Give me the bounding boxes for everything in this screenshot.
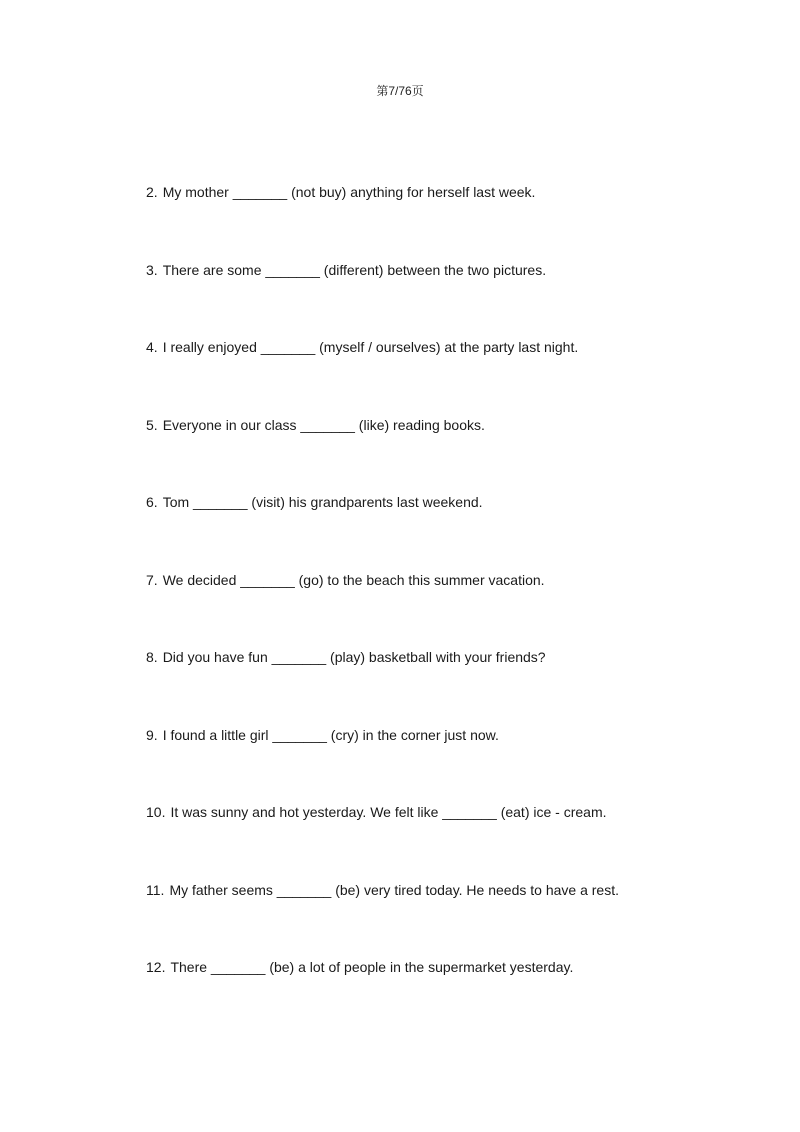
exercise-item-9 [146, 725, 746, 803]
exercise-item-11 [146, 880, 746, 958]
exercise-number: 10. [146, 804, 166, 820]
exercise-number: 4. [146, 339, 158, 355]
exercise-item-8 [146, 647, 746, 725]
exercise-number: 5. [146, 416, 158, 433]
exercise-number: 2. [146, 184, 158, 200]
exercise-number: 7. [146, 571, 158, 588]
exercise-item-6 [146, 492, 746, 570]
page-number-header: 第7/76页 [376, 84, 424, 98]
exercise-sentence: Everyone in our class _______ (like) reading books. [162, 416, 485, 433]
exercise-item-5 [146, 415, 746, 493]
exercise-sentence: We decided _______ (go) to the beach this summer vacation. [162, 571, 545, 588]
exercise-item-12 [146, 957, 746, 1035]
exercise-sentence: I really enjoyed _______ (myself / ourselves) at the party last night. [162, 339, 579, 355]
exercise-sentence: It was sunny and hot yesterday. We felt like _______ (eat) ice - cream. [170, 804, 607, 820]
exercise-sentence: Did you have fun _______ (play) basketball with your friends? [162, 649, 546, 665]
exercise-sentence: My mother _______ (not buy) anything for herself last week. [162, 184, 536, 200]
exercise-number: 6. [146, 494, 158, 510]
exercise-item-3 [146, 260, 746, 338]
exercise-number: 8. [146, 649, 158, 665]
exercise-number: 3. [146, 261, 158, 278]
exercise-sentence: Tom _______ (visit) his grandparents last weekend. [162, 494, 483, 510]
exercise-number: 12. [146, 959, 166, 975]
exercise-item-2 [146, 182, 746, 260]
exercise-number: 9. [146, 726, 158, 743]
exercise-item-7 [146, 570, 746, 648]
exercise-item-4 [146, 337, 746, 415]
exercise-sentence: There are some _______ (different) between the two pictures. [162, 261, 547, 278]
exercise-sentence: My father seems _______ (be) very tired today. He needs to have a rest. [169, 881, 619, 898]
exercise-sentence: I found a little girl _______ (cry) in the corner just now. [162, 726, 499, 743]
exercise-item-10 [146, 802, 746, 880]
exercise-sentence: There _______ (be) a lot of people in the supermarket yesterday. [170, 959, 574, 975]
exercise-number: 11. [146, 881, 165, 898]
exercise-list [146, 182, 746, 1035]
